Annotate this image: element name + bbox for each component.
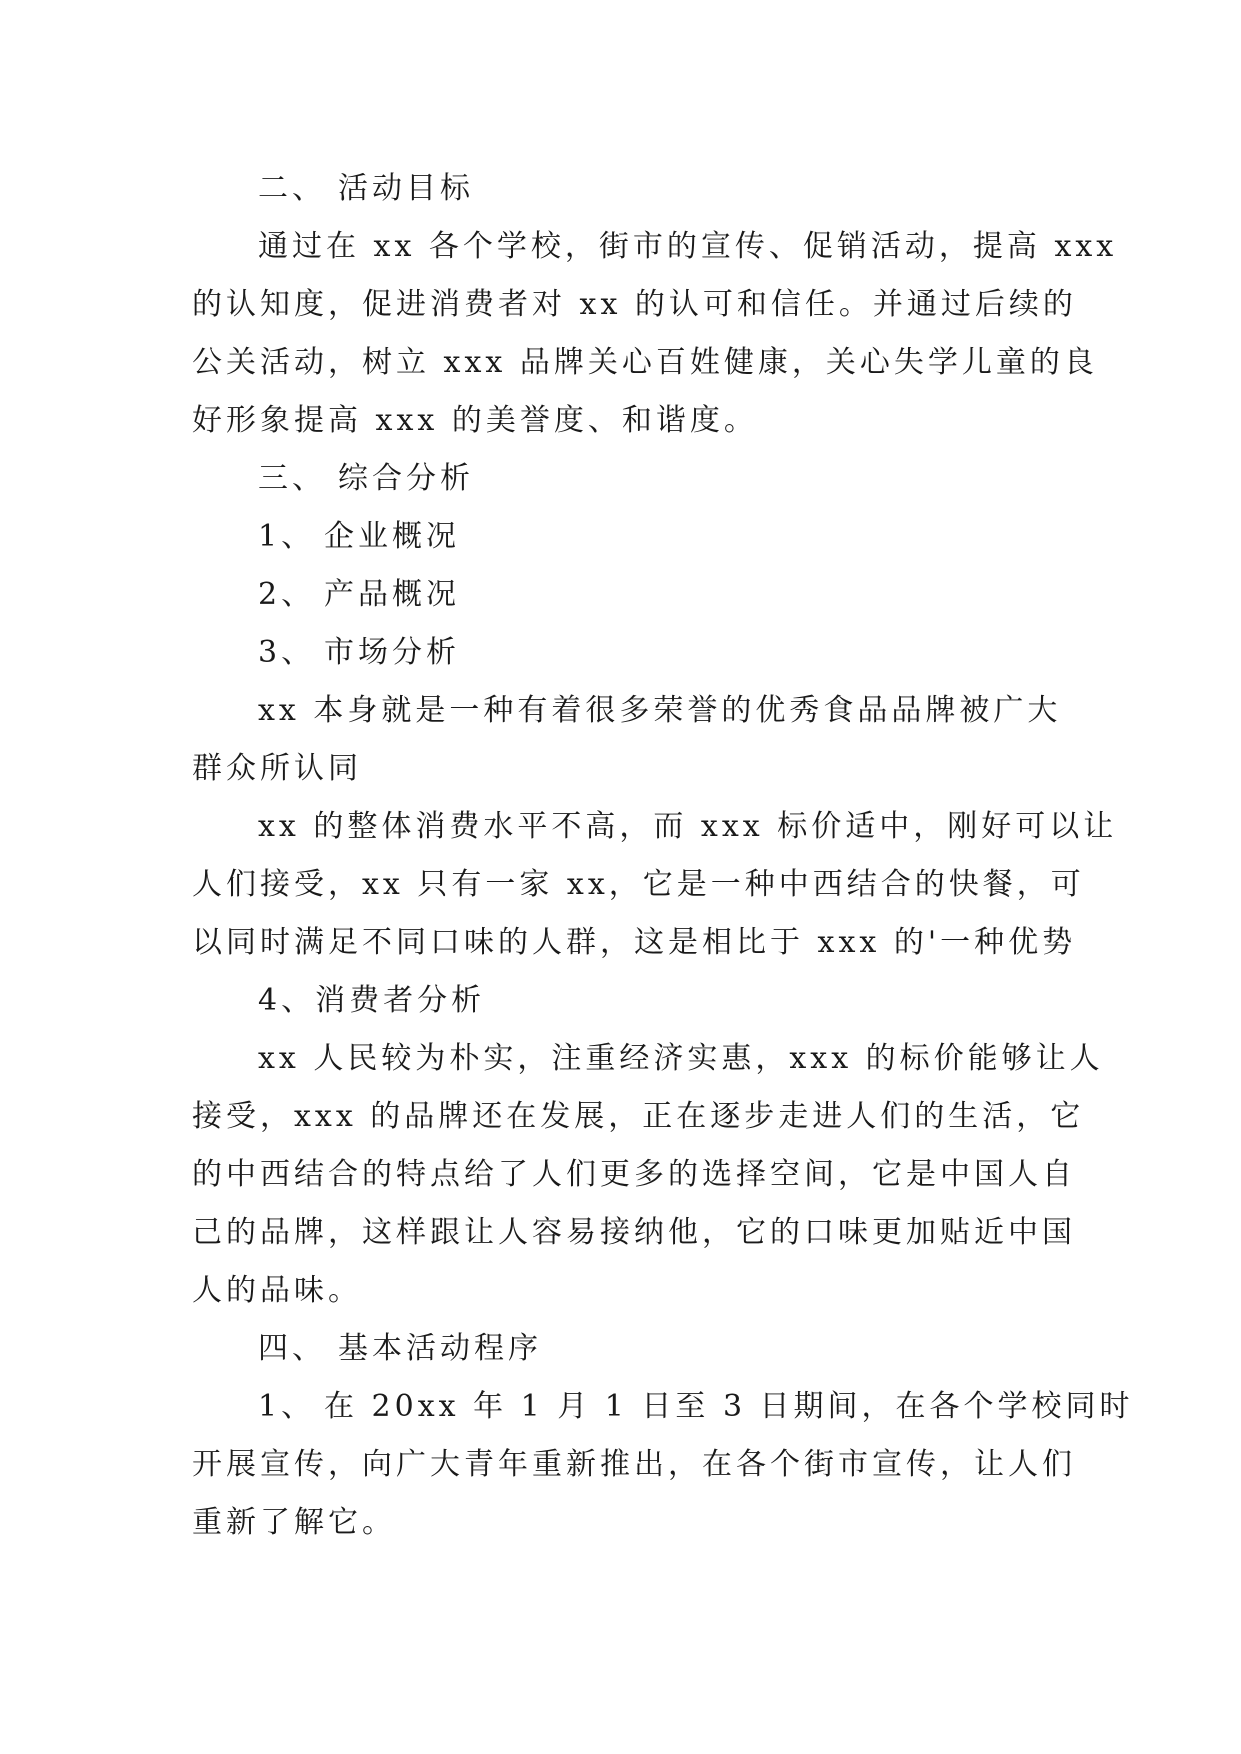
document-body [192,160,1134,1552]
paragraph-line: 在 20xx 年 1 月 1 日至 3 日期间，在各个学校同时 [324,1389,1134,1424]
paragraph-line: 好形象提高 xxx 的美誉度、和谐度。 [192,403,758,438]
paragraph-line: 的认知度，促进消费者对 xx 的认可和信任。并通过后续的 [192,287,1077,322]
paragraph-line: 公关活动，树立 xxx 品牌关心百姓健康，关心失学儿童的良 [192,345,1098,380]
list-item-label: 企业概况 [324,519,460,554]
list-item-number: 1、 [258,1389,316,1424]
list-item [192,1378,1134,1436]
list-item [192,566,1062,624]
list-item [192,624,1062,682]
list-item-number: 1、 [258,519,316,554]
paragraph-line: xx 人民较为朴实，注重经济实惠，xxx 的标价能够让人 [258,1041,1104,1076]
paragraph-line: xx 本身就是一种有着很多荣誉的优秀食品品牌被广大 [258,693,1062,728]
paragraph-line: 人们接受，xx 只有一家 xx，它是一种中西结合的快餐，可 [192,867,1085,902]
paragraph-line: 人的品味。 [192,1273,362,1308]
paragraph-line: 通过在 xx 各个学校，街市的宣传、促销活动，提高 xxx [258,229,1118,264]
section-number: 四、 [258,1331,326,1366]
list-item: 4、消费者分析 [258,983,486,1018]
list-item-label: 产品概况 [324,577,460,612]
list-item-number: 3、 [258,635,316,670]
paragraph-line: 己的品牌，这样跟让人容易接纳他，它的口味更加贴近中国 [192,1215,1076,1250]
paragraph-line: 开展宣传，向广大青年重新推出，在各个街市宣传，让人们 [192,1447,1076,1482]
paragraph-line: 的中西结合的特点给了人们更多的选择空间，它是中国人自 [192,1157,1076,1192]
paragraph-line: 以同时满足不同口味的人群，这是相比于 xxx 的'一种优势 [192,925,1077,960]
paragraph-line: xx 的整体消费水平不高，而 xxx 标价适中，刚好可以让 [258,809,1118,844]
section-title: 综合分析 [338,461,474,496]
paragraph-line: 接受，xxx 的品牌还在发展，正在逐步走进人们的生活，它 [192,1099,1085,1134]
section-heading [192,450,1062,508]
paragraph-line: 重新了解它。 [192,1505,396,1540]
section-number: 三、 [258,461,326,496]
section-title: 活动目标 [338,171,474,206]
list-item-label: 市场分析 [324,635,460,670]
list-item-number: 2、 [258,577,316,612]
paragraph-line: 群众所认同 [192,751,362,786]
section-title: 基本活动程序 [338,1331,542,1366]
list-item [192,508,1062,566]
section-heading [192,1320,1062,1378]
section-number: 二、 [258,171,326,206]
section-heading [192,160,1062,218]
